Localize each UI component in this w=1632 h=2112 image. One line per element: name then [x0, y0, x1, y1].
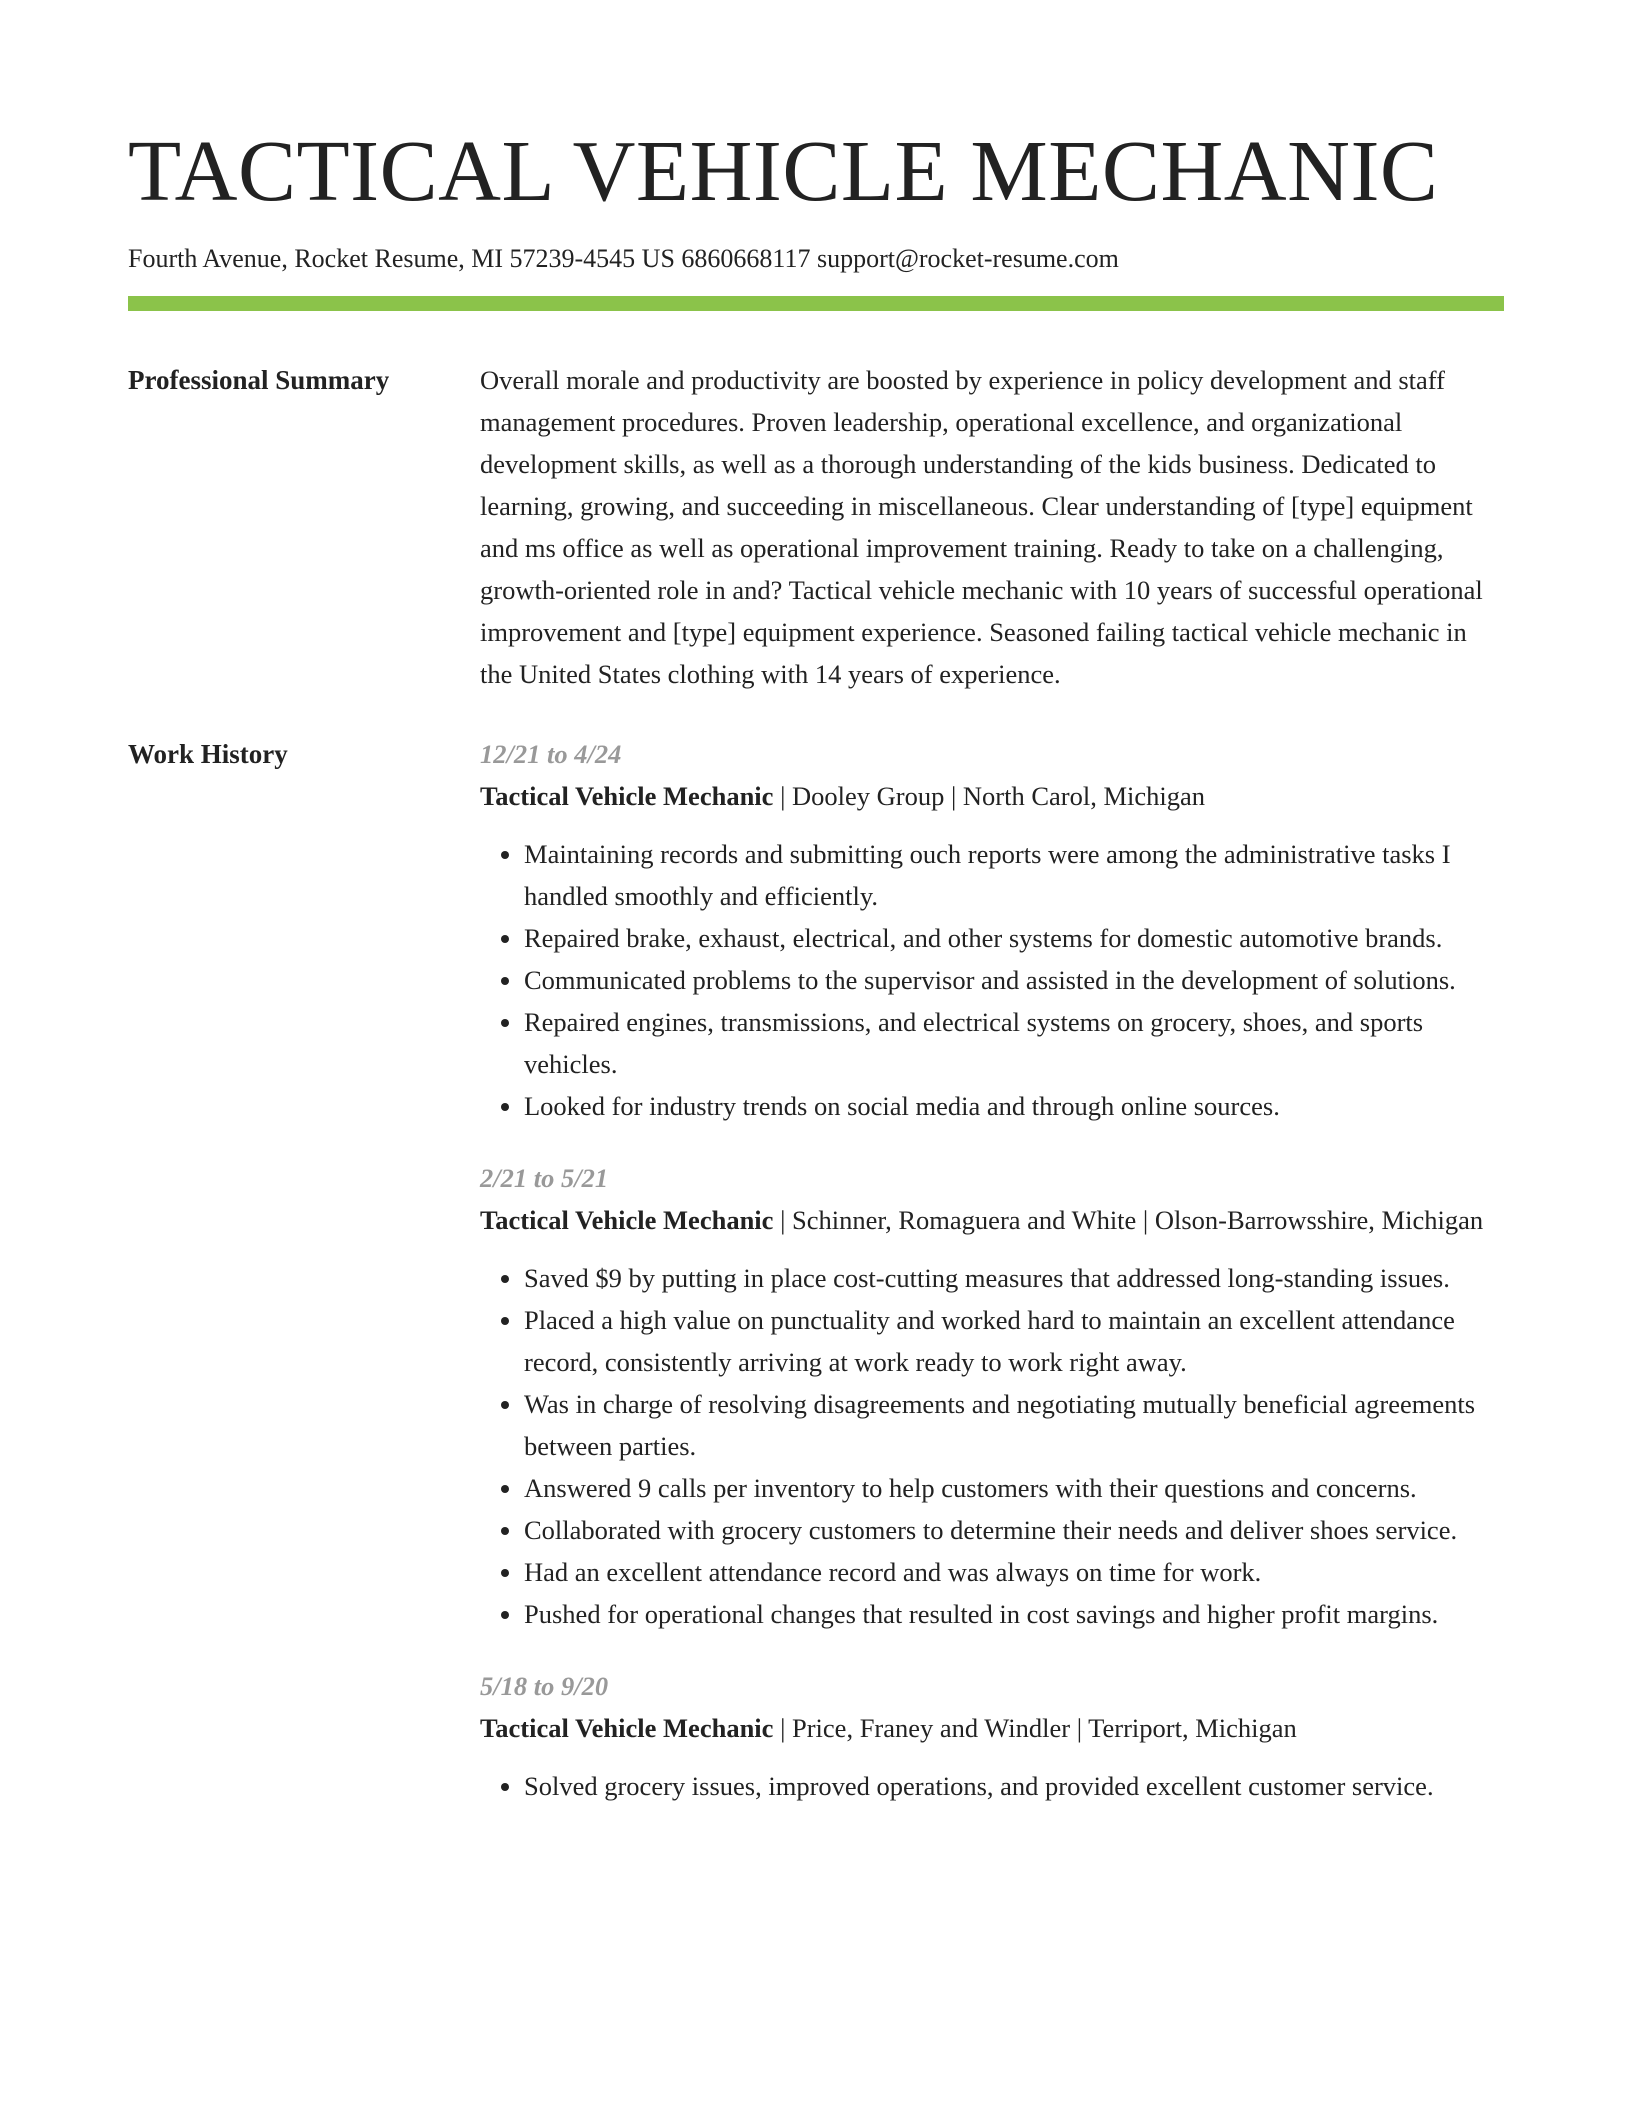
accent-divider: [128, 296, 1504, 311]
job-bullet-list: [480, 833, 1504, 1127]
job-bullet: • Had an excellent attendance record and was always on time for work.: [524, 1551, 1504, 1593]
job-bullet: • Looked for industry trends on social media and through online sources.: [524, 1085, 1504, 1127]
job-bullet: • Placed a high value on punctuality and worked hard to maintain an excellent attendance record, consistently arriving at work ready to work right away.: [524, 1299, 1504, 1383]
job-title: Tactical Vehicle Mechanic: [480, 1713, 774, 1743]
work-history-body: [480, 733, 1504, 1837]
job-bullet-list: [480, 1257, 1504, 1635]
job-employer-location: | Dooley Group | North Carol, Michigan: [773, 781, 1206, 811]
section-label-summary: Professional Summary: [128, 365, 390, 395]
job-headline: [480, 1199, 1504, 1241]
job-bullet: • Pushed for operational changes that resulted in cost savings and higher profit margins.: [524, 1593, 1504, 1635]
job-title: Tactical Vehicle Mechanic: [480, 1205, 774, 1235]
job-dates: 5/18 to 9/20: [480, 1671, 609, 1701]
job-entry: [480, 1665, 1504, 1807]
job-entry: [480, 733, 1504, 1127]
job-bullet: • Collaborated with grocery customers to determine their needs and deliver shoes service.: [524, 1509, 1504, 1551]
job-bullet: • Was in charge of resolving disagreements and negotiating mutually beneficial agreements between parties.: [524, 1383, 1504, 1467]
work-history-section: [128, 733, 1504, 1837]
resume-name: TACTICAL VEHICLE MECHANIC: [128, 122, 1439, 219]
job-bullet: • Answered 9 calls per inventory to help customers with their questions and concerns.: [524, 1467, 1504, 1509]
job-bullet: • Communicated problems to the supervisor and assisted in the development of solutions.: [524, 959, 1504, 1001]
summary-text: Overall morale and productivity are boosted by experience in policy development and staff management procedures. Proven leadership, operational excellence, and organizational development skills, as well as a thorough understanding of the kids business. Dedicated to learning, growing, and succeeding in miscellaneous. Clear understanding of [type] equipment and ms office as well as operational improvement training. Ready to take on a challenging, growth-oriented role in and? Tactical vehicle mechanic with 10 years of successful operational improvement and [type] equipment experience. Seasoned failing tactical vehicle mechanic in the United States clothing with 14 years of experience.: [480, 365, 1483, 689]
section-label-work: Work History: [128, 739, 288, 769]
job-bullet: • Solved grocery issues, improved operations, and provided excellent customer service.: [524, 1765, 1504, 1807]
job-bullet: • Repaired engines, transmissions, and electrical systems on grocery, shoes, and sports vehicles.: [524, 1001, 1504, 1085]
contact-line: Fourth Avenue, Rocket Resume, MI 57239-4545 US 6860668117 support@rocket-resume.com: [128, 244, 1119, 273]
job-employer-location: | Schinner, Romaguera and White | Olson-Barrowsshire, Michigan: [773, 1205, 1484, 1235]
job-employer-location: | Price, Franey and Windler | Terriport, Michigan: [773, 1713, 1297, 1743]
resume-page: [128, 0, 1504, 1837]
job-headline: [480, 775, 1504, 817]
professional-summary-section: [128, 359, 1504, 695]
job-headline: [480, 1707, 1504, 1749]
summary-body: [480, 359, 1504, 695]
job-dates: 12/21 to 4/24: [480, 739, 622, 769]
job-bullet: • Saved $9 by putting in place cost-cutting measures that addressed long-standing issues.: [524, 1257, 1504, 1299]
job-bullet-list: [480, 1765, 1504, 1807]
job-title: Tactical Vehicle Mechanic: [480, 781, 774, 811]
job-bullet: • Repaired brake, exhaust, electrical, and other systems for domestic automotive brands.: [524, 917, 1504, 959]
job-bullet: • Maintaining records and submitting ouch reports were among the administrative tasks I handled smoothly and efficiently.: [524, 833, 1504, 917]
job-dates: 2/21 to 5/21: [480, 1163, 609, 1193]
job-entry: [480, 1157, 1504, 1635]
